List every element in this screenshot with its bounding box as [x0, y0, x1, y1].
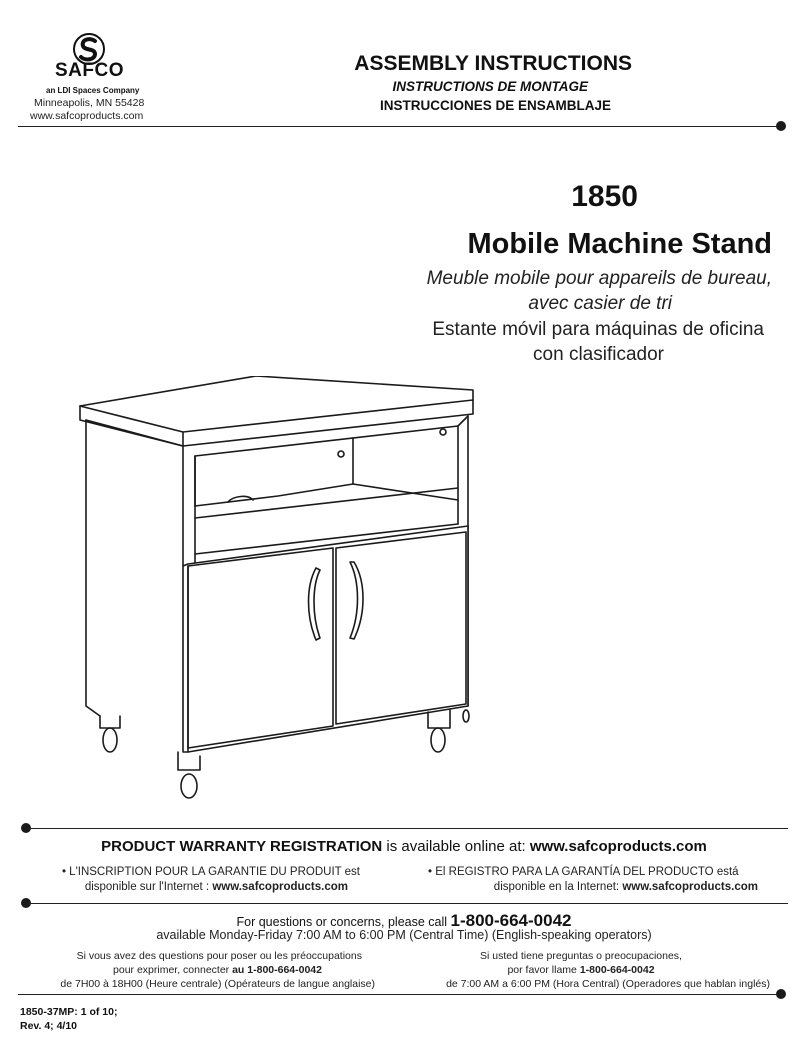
contact-divider [28, 903, 788, 904]
warranty-heading: PRODUCT WARRANTY REGISTRATION [101, 838, 383, 855]
title-french: INSTRUCTIONS DE MONTAGE [392, 79, 588, 94]
contact-spanish-line1: Si usted tiene preguntas o preocupaciones, [480, 950, 682, 962]
header-divider-dot [776, 121, 786, 131]
contact-french-line1: Si vous avez des questions pour poser ou les préoccupations [76, 950, 362, 962]
product-name-french-line1: Meuble mobile pour appareils de bureau, [426, 268, 772, 289]
contact-spanish-line2 [420, 964, 742, 976]
title-spanish: INSTRUCCIONES DE ENSAMBLAJE [379, 98, 611, 113]
model-number: 1850 [571, 180, 638, 213]
warranty-heading-line [0, 838, 808, 855]
company-tagline: an LDI Spaces Company [46, 86, 140, 95]
contact-french-phone-link[interactable]: au 1-800-664-0042 [232, 964, 322, 976]
contact-french-line2 [0, 964, 322, 976]
warranty-french-url-link[interactable]: www.safcoproducts.com [212, 881, 348, 893]
title-english: ASSEMBLY INSTRUCTIONS [354, 52, 632, 75]
contact-french-line3: de 7H00 à 18H00 (Heure centrale) (Opérateurs de langue anglaise) [60, 978, 375, 990]
warranty-url-link[interactable]: www.safcoproducts.com [529, 838, 707, 855]
product-name-spanish-line1: Estante móvil para máquinas de oficina [432, 319, 764, 340]
warranty-spanish-text: disponible en la Internet: [493, 881, 623, 893]
contact-lead: For questions or concerns, please call [236, 915, 451, 929]
warranty-french-line2 [0, 881, 348, 893]
product-name-french-line2: avec casier de tri [528, 293, 672, 314]
product-name-spanish-line2: con clasificador [533, 344, 664, 365]
company-website: www.safcoproducts.com [30, 110, 144, 122]
contact-spanish-text: por favor llame [507, 964, 580, 976]
warranty-spanish-line1: • El REGISTRO PARA LA GARANTÍA DEL PRODUCTO está [428, 866, 739, 878]
machine-stand-illustration [78, 376, 478, 806]
warranty-divider [28, 828, 788, 829]
contact-hours: available Monday-Friday 7:00 AM to 6:00 PM (Central Time) (English-speaking operators) [156, 928, 652, 942]
warranty-spanish-line2 [428, 881, 758, 893]
header-divider [18, 126, 778, 127]
contact-french-text: pour exprimer, connecter [113, 964, 233, 976]
contact-spanish-phone-link[interactable]: 1-800-664-0042 [579, 964, 655, 976]
footer-divider-dot [776, 989, 786, 999]
warranty-text: is available online at: [382, 838, 530, 855]
warranty-spanish-url-link[interactable]: www.safcoproducts.com [622, 881, 758, 893]
warranty-french-text: disponible sur l'Internet : [84, 881, 213, 893]
footer-divider [18, 994, 778, 995]
company-city: Minneapolis, MN 55428 [34, 97, 145, 109]
contact-spanish-line3: de 7:00 AM a 6:00 PM (Hora Central) (Operadores que hablan inglés) [446, 978, 770, 990]
document-revision: Rev. 4; 4/10 [20, 1020, 78, 1032]
contact-phone-link[interactable]: 1-800-664-0042 [450, 911, 572, 930]
warranty-french-line1: • L'INSCRIPTION POUR LA GARANTIE DU PRODUIT est [61, 866, 360, 878]
brand-name: SAFCO [55, 60, 124, 81]
product-name-english: Mobile Machine Stand [467, 228, 772, 260]
document-id: 1850-37MP: 1 of 10; [20, 1006, 118, 1018]
